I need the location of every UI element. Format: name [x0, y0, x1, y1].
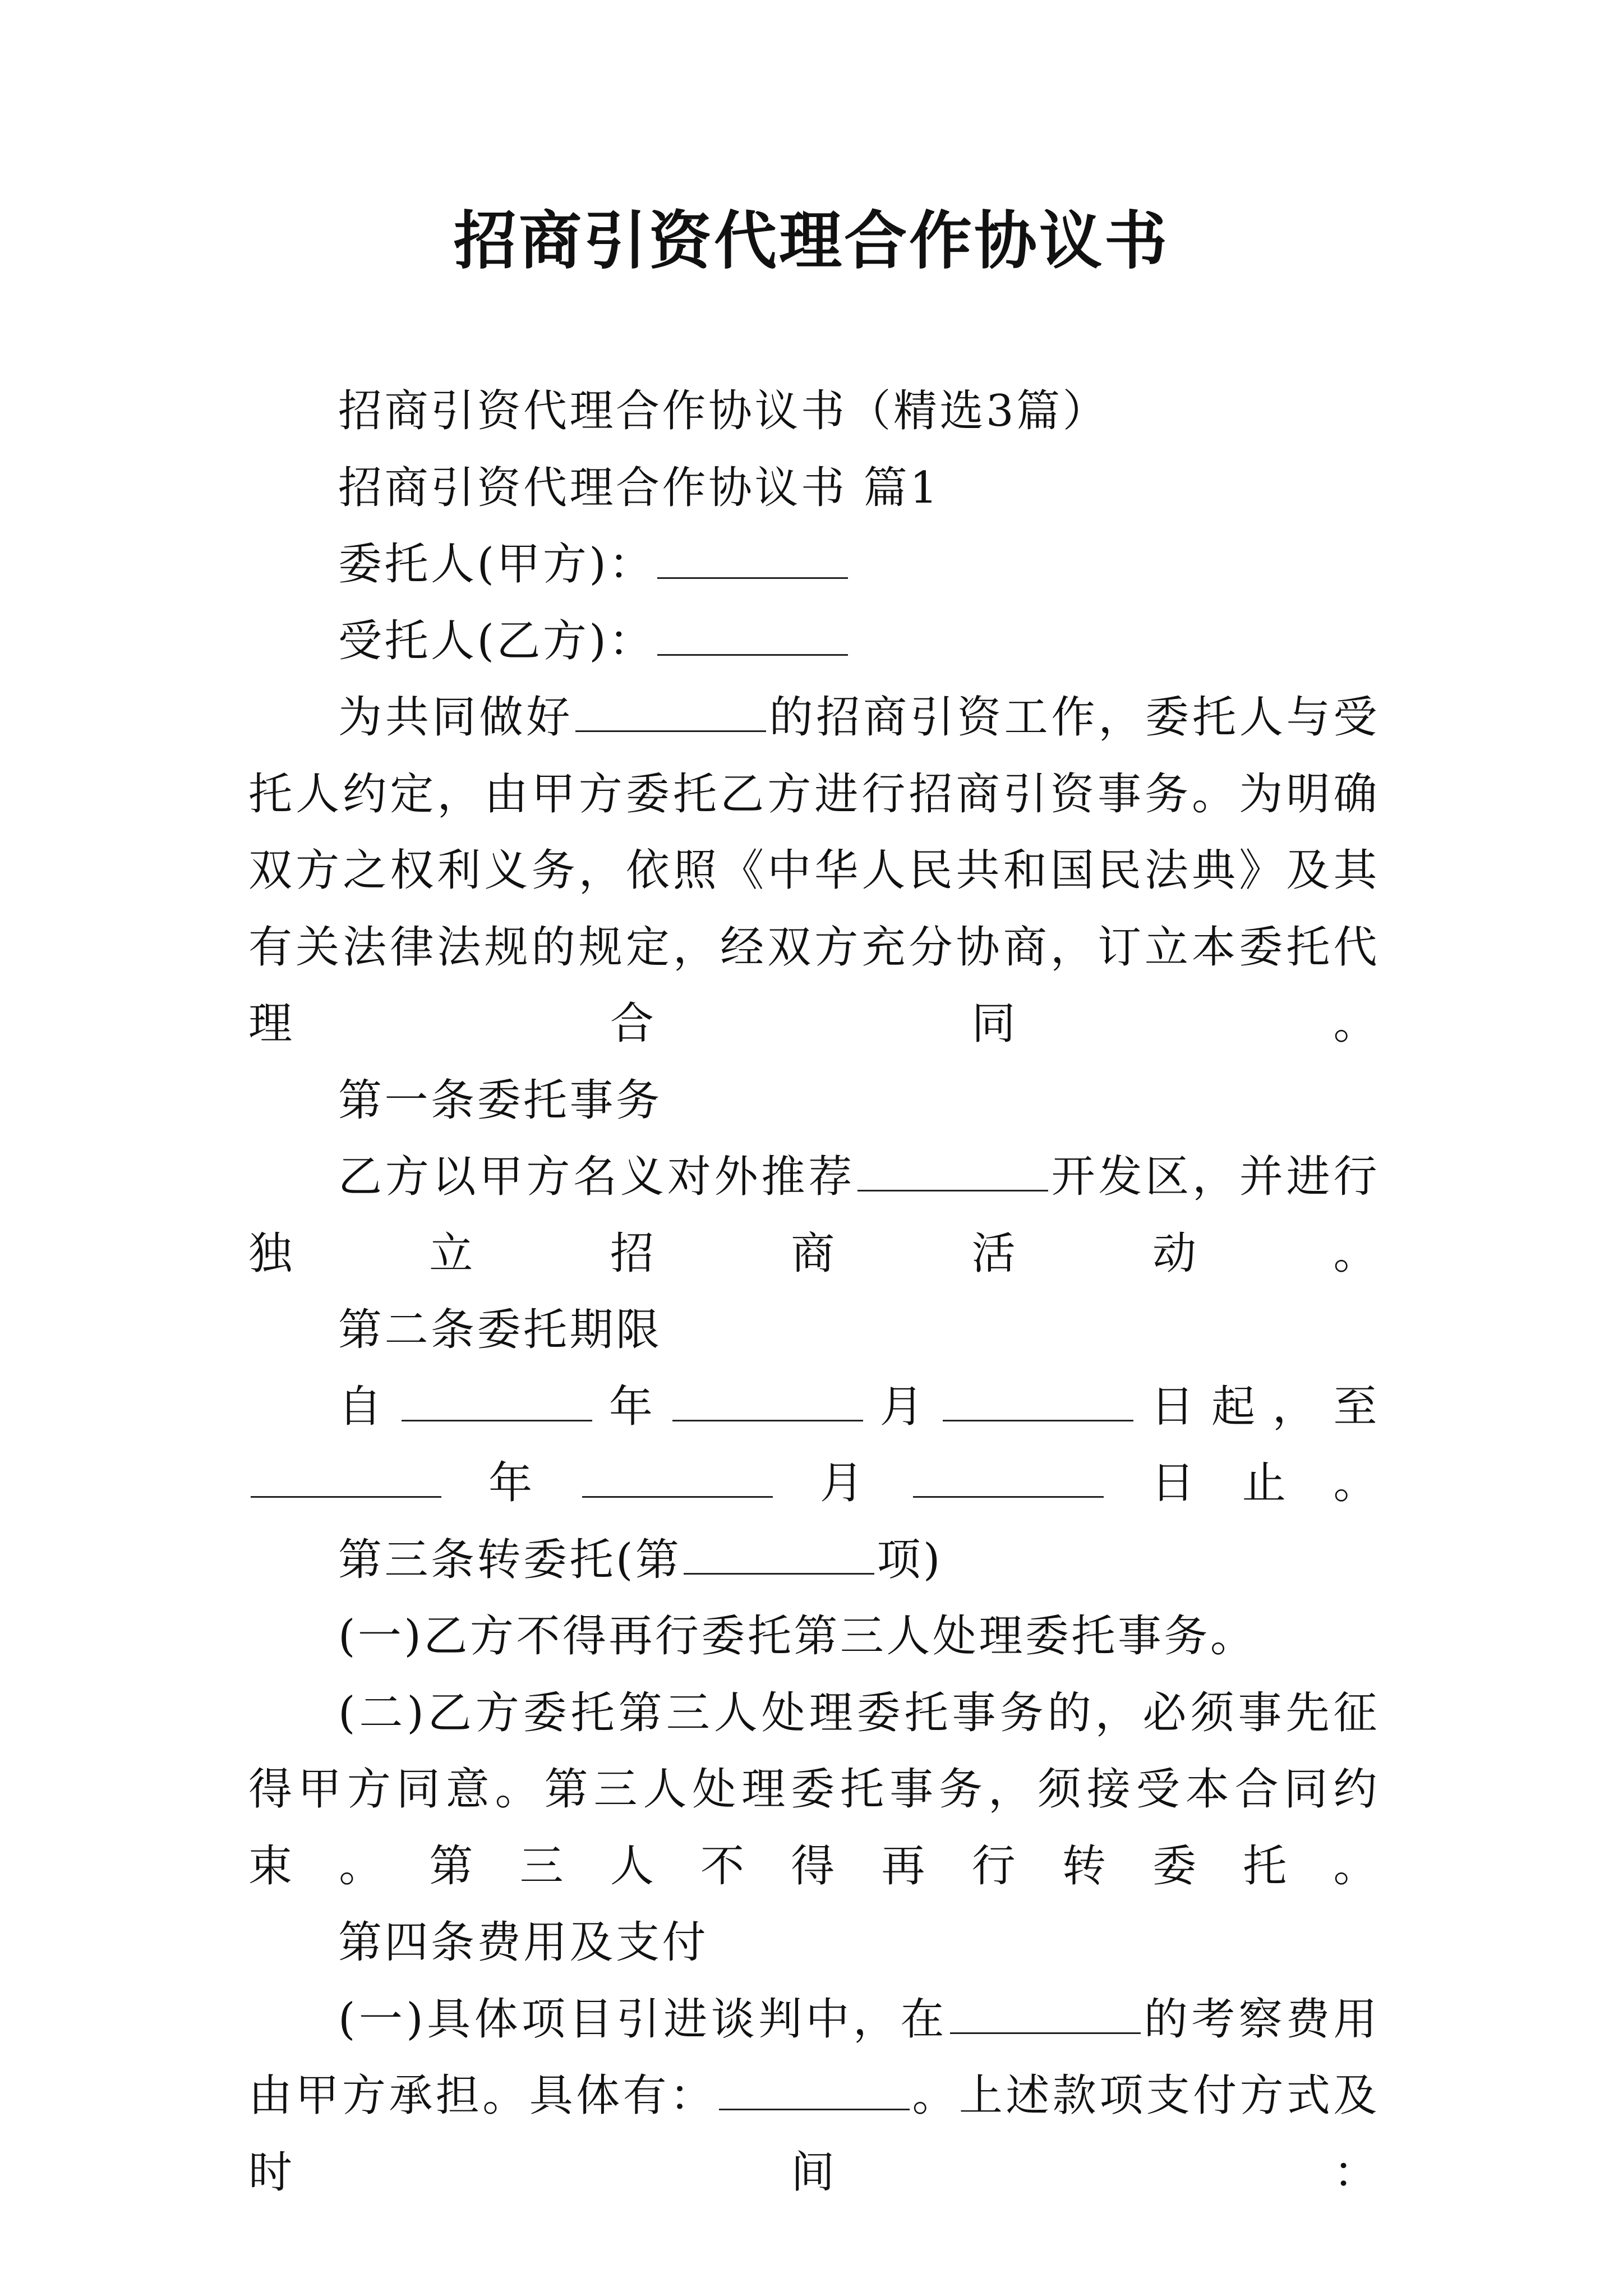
paragraph-article-1-body: 乙方以甲方名义对外推荐 开发区，并进行独立招商活动。 [248, 1152, 1380, 1279]
blank-field [672, 1386, 863, 1421]
paragraph-article-4-heading: 第四条费用及支付 [338, 1917, 709, 1968]
blank-field [913, 1462, 1104, 1498]
blank-field [950, 1999, 1141, 2034]
paragraph-article-4-item-1: (一)具体项目引进谈判中，在 的考察费用由甲方承担。具体有： 。上述款项支付方式及时间： [248, 1994, 1380, 2198]
blank-field [684, 1539, 874, 1575]
paragraph-article-3-heading: 第三条转委托(第 项) [338, 1534, 943, 1585]
blank-field [719, 2075, 910, 2110]
paragraph-section-heading: 招商引资代理合作协议书 篇1 [338, 462, 940, 513]
paragraph-article-2-body: 自 年 月 日起，至年 月 日止。 [248, 1369, 1380, 1522]
blank-field [575, 697, 766, 732]
paragraph-article-2-heading: 第二条委托期限 [338, 1305, 662, 1355]
paragraph-article-3-item-2: (二)乙方委托第三人处理委托事务的，必须事先征得甲方同意。第三人处理委托事务，须接受本合同约束。第三人不得再行转委托。 [248, 1687, 1380, 1892]
document-title: 招商引资代理合作协议书 [454, 204, 1169, 278]
paragraph-preamble: 为共同做好 的招商引资工作，委托人与受托人约定，由甲方委托乙方进行招商引资事务。为明确双方之权利义务，依照《中华人民共和国民法典》及其有关法律法规的规定，经双方充分协商，订立本委托代理合同。 [248, 692, 1380, 1049]
blank-field [251, 1462, 441, 1498]
blank-field [657, 544, 848, 579]
paragraph-party-a: 委托人(甲方)： [248, 526, 1380, 603]
blank-field [943, 1386, 1133, 1421]
blank-field [857, 1156, 1048, 1191]
blank-field [582, 1462, 773, 1498]
paragraph-article-3-item-1: (一)乙方不得再行委托第三人处理委托事务。 [338, 1611, 1257, 1662]
paragraph-article-1-heading: 第一条委托事务 [338, 1075, 662, 1126]
blank-field [402, 1386, 592, 1421]
paragraph-subtitle: 招商引资代理合作协议书（精选3篇） [338, 386, 1109, 436]
blank-field [657, 620, 848, 656]
paragraph-party-b: 受托人(乙方)： [248, 603, 1380, 680]
document-body [248, 373, 1380, 2211]
